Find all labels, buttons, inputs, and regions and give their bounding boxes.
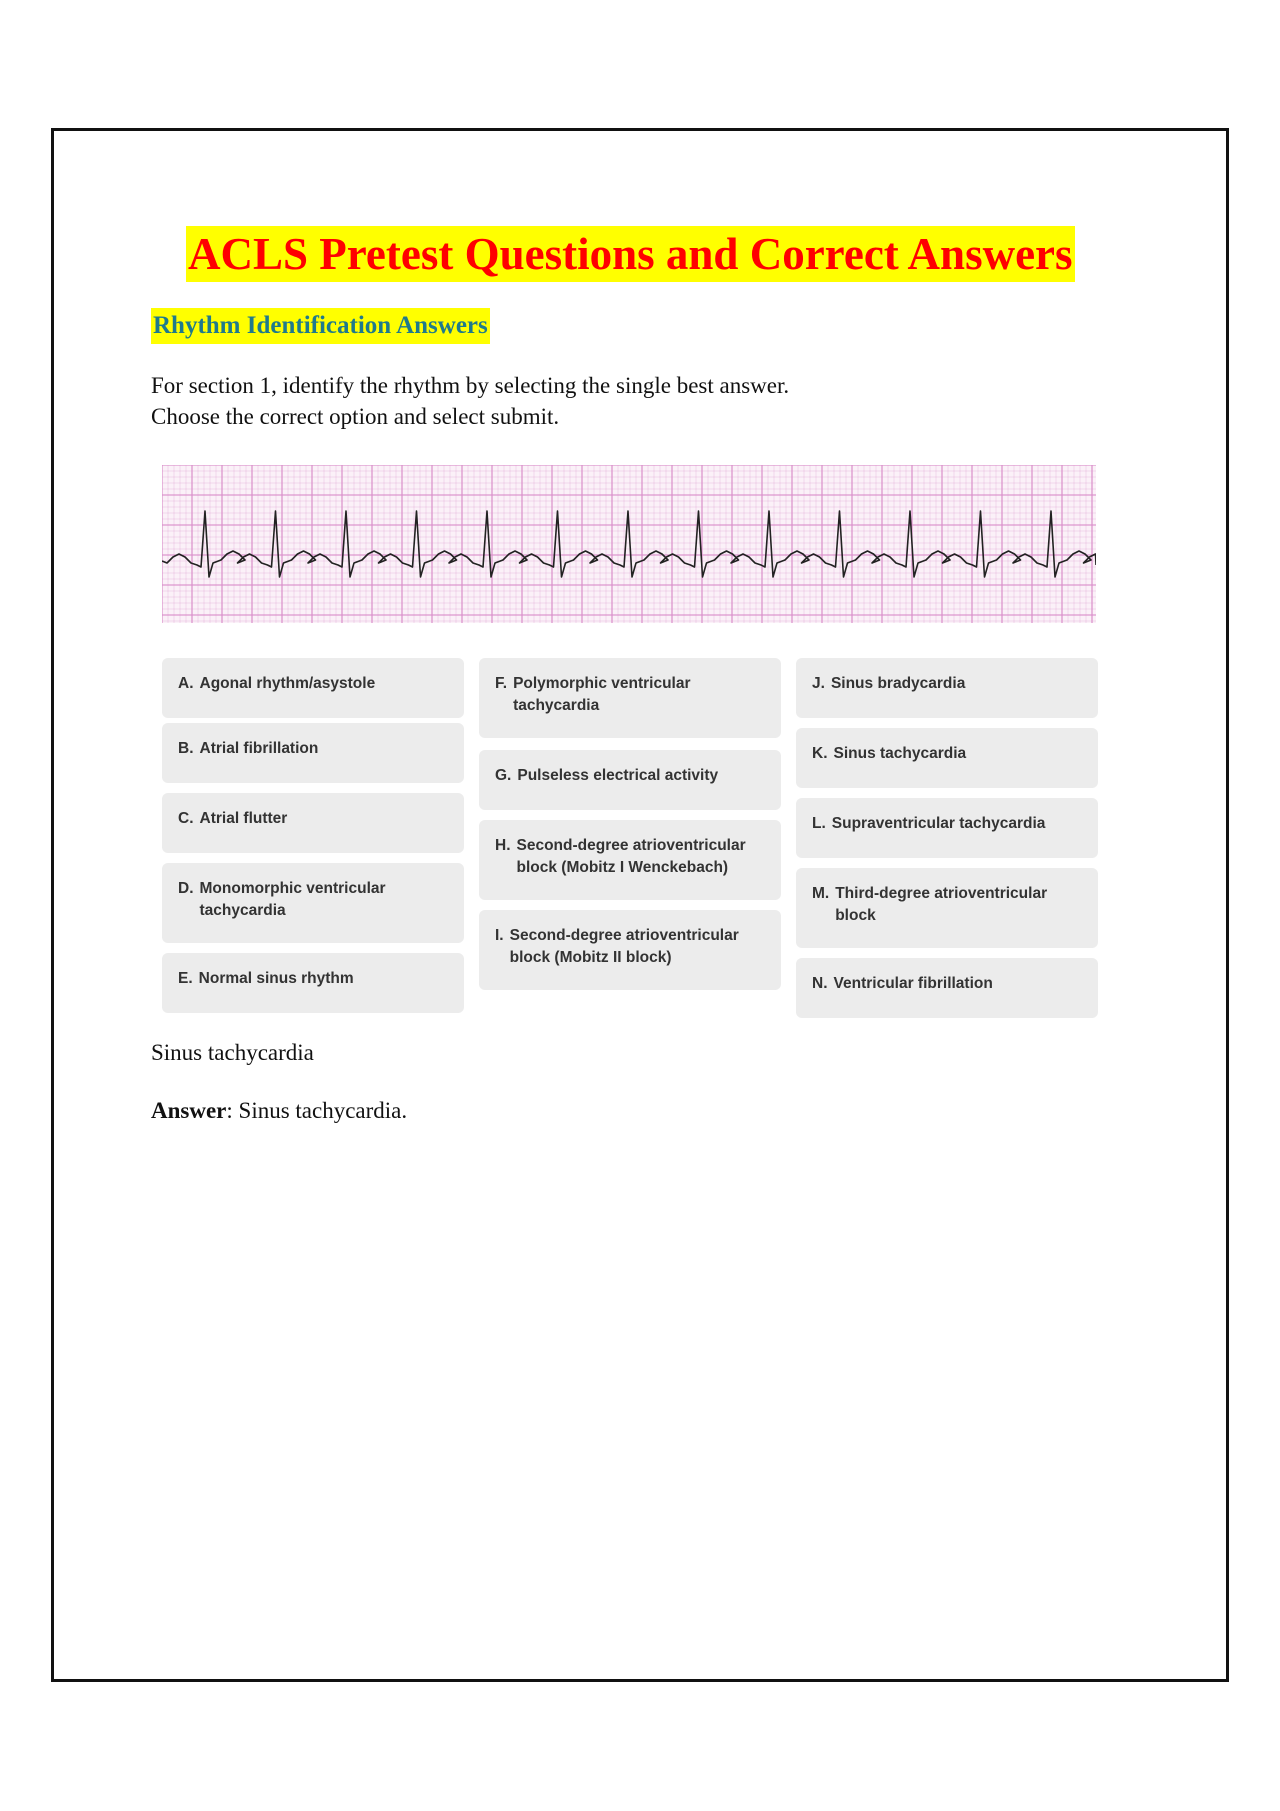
answer-label: Answer: [151, 1098, 227, 1123]
option-k[interactable]: [796, 728, 1098, 788]
option-letter: B.: [178, 740, 194, 757]
option-label: Monomorphic ventricular tachycardia: [199, 880, 386, 919]
option-b[interactable]: [162, 723, 464, 783]
option-m[interactable]: [796, 868, 1098, 948]
option-label: Supraventricular tachycardia: [831, 815, 1046, 832]
option-label: Sinus bradycardia: [830, 675, 966, 692]
section-subtitle: Rhythm Identification Answers: [151, 308, 490, 344]
option-label: Atrial flutter: [199, 810, 288, 827]
option-label: Atrial fibrillation: [199, 740, 319, 757]
option-letter: E.: [178, 970, 193, 987]
option-letter: D.: [178, 880, 194, 897]
option-label: Third-degree atrioventricular block: [835, 885, 1048, 924]
ecg-rhythm-strip: [162, 465, 1096, 623]
option-letter: N.: [812, 975, 828, 992]
option-letter: F.: [495, 675, 508, 692]
option-letter: G.: [495, 767, 512, 784]
option-letter: L.: [812, 815, 826, 832]
option-a[interactable]: [162, 658, 464, 718]
option-f[interactable]: [479, 658, 781, 738]
option-letter: A.: [178, 675, 194, 692]
option-letter: C.: [178, 810, 194, 827]
answer-line: [151, 1098, 407, 1124]
option-g[interactable]: [479, 750, 781, 810]
option-label: Second-degree atrioventricular block (Mobitz I Wenckebach): [516, 837, 746, 876]
option-e[interactable]: [162, 953, 464, 1013]
option-c[interactable]: [162, 793, 464, 853]
instruction-line-1: For section 1, identify the rhythm by selecting the single best answer.: [151, 373, 790, 398]
option-n[interactable]: [796, 958, 1098, 1018]
instructions: [151, 370, 789, 432]
option-label: Polymorphic ventricular tachycardia: [513, 675, 691, 714]
option-label: Normal sinus rhythm: [198, 970, 354, 987]
option-label: Agonal rhythm/asystole: [199, 675, 376, 692]
instruction-line-2: Choose the correct option and select submit.: [151, 404, 560, 429]
option-l[interactable]: [796, 798, 1098, 858]
option-letter: I.: [495, 927, 504, 944]
option-label: Second-degree atrioventricular block (Mobitz II block): [509, 927, 739, 966]
option-h[interactable]: [479, 820, 781, 900]
selected-rhythm-text: Sinus tachycardia: [151, 1040, 314, 1065]
option-j[interactable]: [796, 658, 1098, 718]
option-letter: K.: [812, 745, 828, 762]
ecg-paper: [162, 465, 1096, 623]
option-letter: J.: [812, 675, 825, 692]
option-label: Sinus tachycardia: [833, 745, 967, 762]
option-label: Pulseless electrical activity: [517, 767, 719, 784]
answer-text: : Sinus tachycardia.: [226, 1098, 408, 1123]
option-d[interactable]: [162, 863, 464, 943]
page-title: ACLS Pretest Questions and Correct Answers: [186, 226, 1075, 282]
option-letter: H.: [495, 837, 511, 854]
option-label: Ventricular fibrillation: [833, 975, 993, 992]
option-i[interactable]: [479, 910, 781, 990]
option-letter: M.: [812, 885, 830, 902]
